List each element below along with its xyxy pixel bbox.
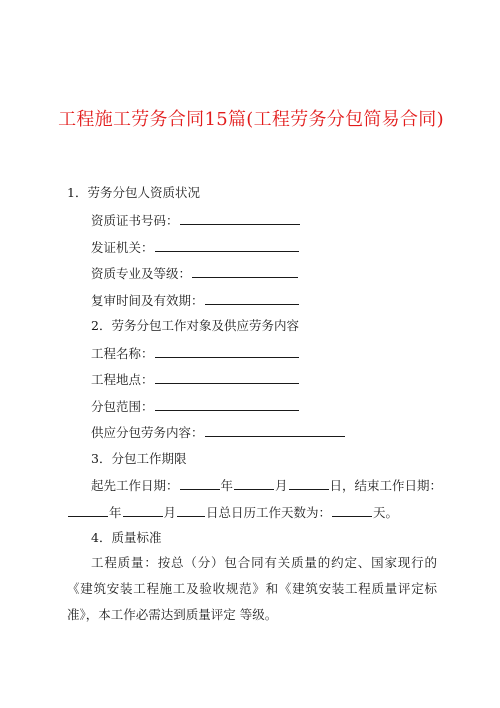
qualification-level-blank — [192, 264, 298, 278]
field-project-name — [91, 344, 300, 363]
start-month-blank — [234, 476, 274, 490]
project-name-blank — [155, 344, 299, 358]
end-date-label: 日，结束工作日期： — [329, 478, 443, 493]
field-label: 资质专业及等级： — [91, 266, 192, 281]
field-label: 工程地点： — [91, 372, 154, 387]
start-date-label: 起先工作日期： — [91, 478, 179, 493]
issuing-authority-blank — [155, 238, 299, 252]
field-certificate-number — [91, 211, 301, 230]
subcontract-scope-blank — [155, 397, 299, 411]
section-2-heading: 2．劳务分包工作对象及供应劳务内容 — [91, 318, 299, 333]
year-label: 年 — [220, 478, 234, 493]
month-label: 月 — [275, 478, 288, 493]
total-days-blank — [332, 503, 372, 517]
field-labor-content — [91, 423, 346, 442]
field-review-validity — [91, 291, 300, 310]
field-label: 资质证书号码： — [91, 213, 179, 228]
section-3-heading: 3．分包工作期限 — [91, 451, 187, 466]
field-issuing-authority — [91, 238, 300, 257]
section-1-heading: 1．劳务分包人资质状况 — [67, 185, 200, 200]
field-qualification-level — [91, 264, 299, 283]
year-label: 年 — [109, 505, 122, 520]
days-unit: 天。 — [373, 505, 399, 520]
certificate-number-blank — [180, 211, 300, 225]
field-label: 复审时间及有效期： — [91, 293, 204, 308]
field-label: 分包范围： — [91, 399, 154, 414]
end-month-blank — [123, 503, 163, 517]
work-period-line-1 — [91, 476, 442, 495]
field-label: 供应分包劳务内容： — [91, 425, 204, 440]
field-project-location — [91, 370, 300, 389]
start-year-blank — [180, 476, 220, 490]
field-label: 发证机关： — [91, 240, 154, 255]
section-4-heading: 4．质量标准 — [91, 530, 162, 545]
labor-content-blank — [205, 423, 345, 437]
end-year-blank — [68, 503, 108, 517]
end-day-blank — [177, 503, 205, 517]
field-subcontract-scope — [91, 397, 300, 416]
field-label: 工程名称： — [91, 346, 154, 361]
start-day-blank — [289, 476, 329, 490]
document-title: 工程施工劳务合同15篇(工程劳务分包简易合同) — [58, 109, 444, 130]
month-label: 月 — [163, 505, 177, 520]
quality-paragraph: 工程质量：按总（分）包合同有关质量的约定、国家现行的《建筑安装工程施工及验收规范》和《建筑安装工程质量评定标准》，本工作必需达到质量评定 等级。 — [67, 555, 437, 622]
project-location-blank — [155, 370, 299, 384]
total-days-label: 日总日历工作天数为： — [206, 505, 332, 520]
work-period-line-2 — [67, 503, 398, 522]
review-validity-blank — [205, 291, 299, 305]
